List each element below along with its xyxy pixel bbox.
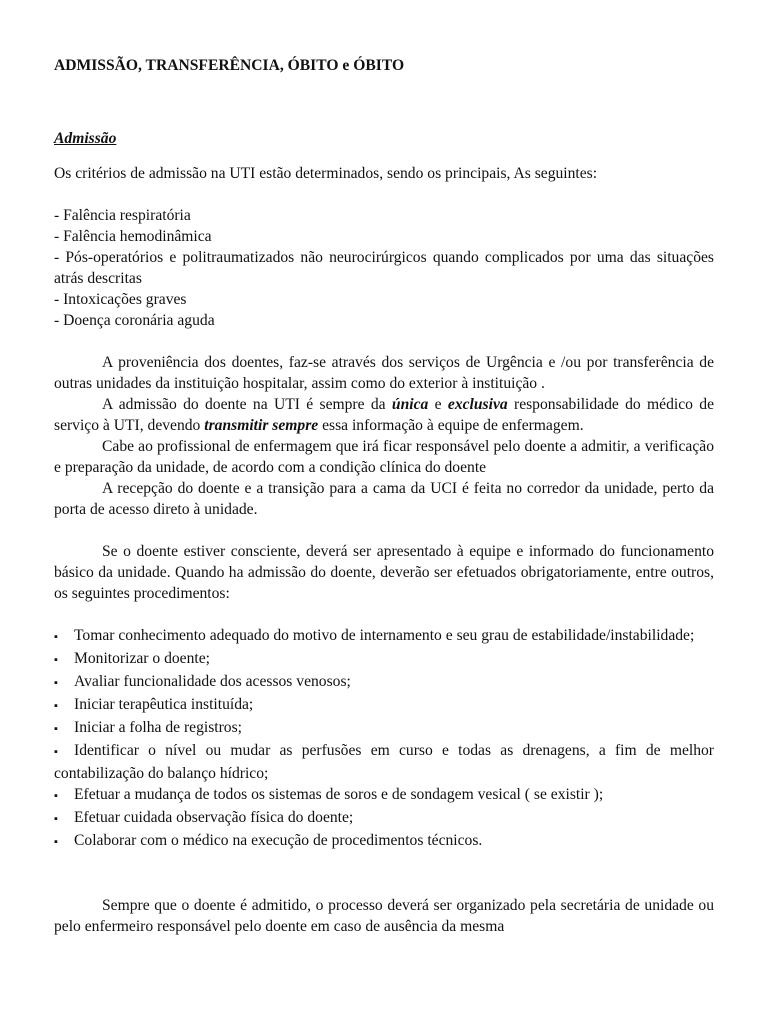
- criteria-item: - Doença coronária aguda: [54, 312, 215, 329]
- procedure-text: Iniciar terapêutica instituída;: [74, 696, 254, 713]
- spacer: [54, 604, 714, 625]
- procedure-text: Tomar conhecimento adequado do motivo de internamento e seu grau de estabilidade/instabilidade;: [74, 627, 695, 644]
- procedures-list: [54, 625, 714, 853]
- bullet-square-icon: ▪: [54, 700, 58, 712]
- criteria-list: [54, 205, 714, 331]
- procedure-text: Colaborar com o médico na execução de procedimentos técnicos.: [74, 832, 483, 849]
- bullet-square-icon: ▪: [54, 790, 58, 802]
- paragraph-admission-responsibility: [54, 394, 714, 436]
- criteria-item: - Intoxicações graves: [54, 291, 187, 308]
- procedure-text: Identificar o nível ou mudar as perfusões em curso e todas as drenagens, a fim de melhor contabilização do balanço hídrico;: [54, 742, 714, 782]
- bullet-square-icon: ▪: [54, 813, 58, 825]
- procedure-text: Efetuar a mudança de todos os sistemas de soros e de sondagem vesical ( se existir );: [74, 786, 604, 803]
- criteria-item: - Falência hemodinâmica: [54, 228, 212, 245]
- spacer: [54, 853, 714, 895]
- emphasis-exclusiva: exclusiva: [447, 396, 508, 413]
- procedure-text: Efetuar cuidada observação física do doente;: [74, 809, 354, 826]
- document-title: ADMISSÃO, TRANSFERÊNCIA, ÓBITO e ÓBITO: [54, 57, 405, 74]
- paragraph-nursing-preparation: Cabe ao profissional de enfermagem que irá ficar responsável pelo doente a admitir, a verificação e preparação da unidade, de acordo com a condição clínica do doente: [54, 438, 714, 476]
- section-heading-admissao: Admissão: [54, 130, 117, 147]
- procedure-text: Avaliar funcionalidade dos acessos venosos;: [74, 673, 351, 690]
- text-run: A admissão do doente na UTI é sempre da: [102, 396, 392, 413]
- emphasis-unica: única: [391, 396, 429, 413]
- procedure-item: [54, 740, 714, 784]
- criteria-item: - Pós-operatórios e politraumatizados não neurocirúrgicos quando complicados por uma das situações atrás descritas: [54, 249, 714, 287]
- document-page: [54, 52, 714, 937]
- bullet-square-icon: ▪: [54, 677, 58, 689]
- emphasis-transmitir-sempre: transmitir sempre: [204, 417, 319, 434]
- spacer: [54, 331, 714, 352]
- bullet-square-icon: ▪: [54, 654, 58, 666]
- spacer: [54, 520, 714, 541]
- procedure-text: Iniciar a folha de registros;: [74, 719, 242, 736]
- procedure-item: [54, 717, 714, 740]
- procedure-text: Monitorizar o doente;: [74, 650, 210, 667]
- paragraph-reception: A recepção do doente e a transição para a cama da UCI é feita no corredor da unidade, perto da porta de acesso direto à unidade.: [54, 480, 714, 518]
- procedure-item: [54, 625, 714, 648]
- criteria-item: - Falência respiratória: [54, 207, 191, 224]
- spacer: [54, 184, 714, 205]
- text-run: essa informação à equipe de enfermagem.: [318, 417, 584, 434]
- bullet-square-icon: ▪: [54, 723, 58, 735]
- paragraph-provenance: A proveniência dos doentes, faz-se através dos serviços de Urgência e /ou por transferência de outras unidades da instituição hospitalar, assim como do exterior à instituição .: [54, 354, 714, 392]
- procedure-item: [54, 784, 714, 807]
- paragraph-process-organization: Sempre que o doente é admitido, o processo deverá ser organizado pela secretária de unidade ou pelo enfermeiro responsável pelo doente em caso de ausência da mesma: [54, 897, 714, 935]
- procedure-item: [54, 807, 714, 830]
- text-run: responsabilidade do médico de serviço à UTI, devendo: [54, 396, 714, 434]
- procedure-item: [54, 671, 714, 694]
- text-run: e: [428, 396, 448, 413]
- procedure-item: [54, 648, 714, 671]
- procedure-item: [54, 694, 714, 717]
- procedure-item: [54, 830, 714, 853]
- paragraph-conscious-patient: Se o doente estiver consciente, deverá ser apresentado à equipe e informado do funcionamento básico da unidade. Quando ha admissão do doente, deverão ser efetuados obrigatoriamente, entre outros, os seguintes procedimentos:: [54, 543, 714, 602]
- bullet-square-icon: ▪: [54, 631, 58, 643]
- criteria-intro: Os critérios de admissão na UTI estão determinados, sendo os principais, As seguintes:: [54, 165, 598, 182]
- bullet-square-icon: ▪: [54, 746, 58, 758]
- bullet-square-icon: ▪: [54, 836, 58, 848]
